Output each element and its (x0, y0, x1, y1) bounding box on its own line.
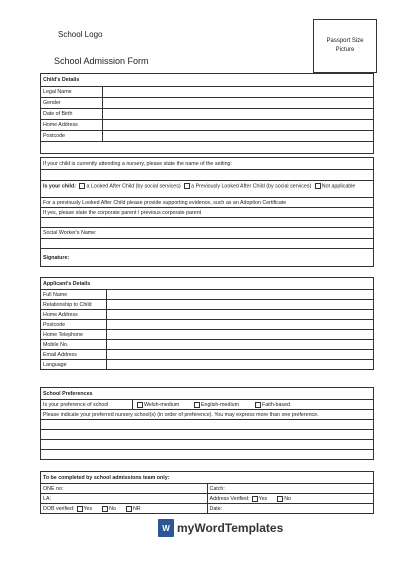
nursery-section (40, 157, 374, 267)
date-field[interactable]: Date: (207, 504, 374, 513)
previously-looked-after-checkbox[interactable] (184, 183, 190, 189)
la-field[interactable]: LA: (43, 495, 51, 502)
nursery-question: If your child is currently attending a nursery, please state the name of the setting: (43, 160, 232, 167)
section-heading: Child's Details (43, 77, 80, 83)
admissions-team-section (40, 471, 374, 514)
applicants-details-section (40, 277, 374, 370)
signature-field[interactable]: Signature: (41, 248, 373, 266)
evidence-note: For a previously Looked After Child please provide supporting evidence, such as an Adoption Certificate (41, 197, 373, 207)
catch-field[interactable]: Catch: (207, 484, 374, 493)
looked-after-row: Is your child: a Looked After Child (by social services) a Previously Looked After Child (by social services) Not applicable (41, 180, 373, 197)
form-title: School Admission Form (54, 56, 149, 66)
passport-photo-box (313, 19, 377, 73)
blank-row (41, 238, 373, 248)
dob-verified-nr-checkbox[interactable] (126, 506, 132, 512)
corporate-parent-label: If yes, please state the corporate parent / previous corporate parent (41, 207, 373, 217)
field-applicant-postcode[interactable]: Postcode (41, 319, 373, 329)
school-preferences-section (40, 387, 374, 460)
field-relationship[interactable]: Relationship to Child (41, 299, 373, 309)
field-gender[interactable]: Gender (41, 97, 373, 108)
field-full-name[interactable]: Full Name (41, 289, 373, 299)
field-applicant-address[interactable]: Home Address (41, 309, 373, 319)
dob-verified-yes-checkbox[interactable] (77, 506, 83, 512)
field-language[interactable]: Language (41, 359, 373, 369)
brand-name: myWordTemplates (177, 521, 284, 535)
preference-instructions: Please indicate your preferred nursery school(s) (in order of preference). You may express more than one preference. (41, 409, 373, 419)
preference-3[interactable] (41, 439, 373, 449)
blank-row (41, 141, 373, 153)
admissions-row-3 (41, 503, 373, 513)
field-legal-name[interactable]: Legal Name (41, 86, 373, 97)
welsh-medium-checkbox[interactable] (137, 402, 143, 408)
preference-2[interactable] (41, 429, 373, 439)
field-home-telephone[interactable]: Home Telephone (41, 329, 373, 339)
word-document-icon: W (158, 519, 174, 537)
nursery-answer[interactable] (41, 169, 373, 180)
address-verified-field: Address Verified: Yes No (207, 494, 374, 503)
address-verified-yes-checkbox[interactable] (252, 496, 258, 502)
looked-after-checkbox[interactable] (79, 183, 85, 189)
childs-details-section (40, 73, 374, 154)
address-verified-no-checkbox[interactable] (277, 496, 283, 502)
one-no-field[interactable]: ONE no: (43, 485, 64, 492)
section-heading: Applicant's Details (43, 280, 91, 287)
brand-footer (158, 519, 283, 537)
corporate-parent-answer[interactable] (41, 217, 373, 227)
section-heading: School Preferences (43, 390, 93, 397)
field-mobile[interactable]: Mobile No. (41, 339, 373, 349)
field-postcode[interactable]: Postcode (41, 130, 373, 141)
dob-verified-no-checkbox[interactable] (102, 506, 108, 512)
admissions-row-1 (41, 483, 373, 493)
social-worker-name[interactable]: Social Worker's Name: (41, 227, 373, 238)
admissions-row-2 (41, 493, 373, 503)
preference-1[interactable] (41, 419, 373, 429)
field-home-address[interactable]: Home Address (41, 119, 373, 130)
photo-label-line1: Passport Size (326, 38, 364, 44)
school-logo: School Logo (58, 30, 103, 39)
field-date-of-birth[interactable]: Date of Birth (41, 108, 373, 119)
english-medium-checkbox[interactable] (194, 402, 200, 408)
preference-type-row: Is your preference of school Welsh-medium English-medium Faith-based (41, 399, 373, 409)
photo-label-line2: Picture (335, 47, 355, 53)
dob-verified-field: DOB verified: Yes No NR (43, 505, 141, 512)
field-email[interactable]: Email Address (41, 349, 373, 359)
section-heading: To be completed by school admissions team only: (43, 474, 170, 481)
not-applicable-checkbox[interactable] (315, 183, 321, 189)
faith-based-checkbox[interactable] (255, 402, 261, 408)
preference-4[interactable] (41, 449, 373, 459)
